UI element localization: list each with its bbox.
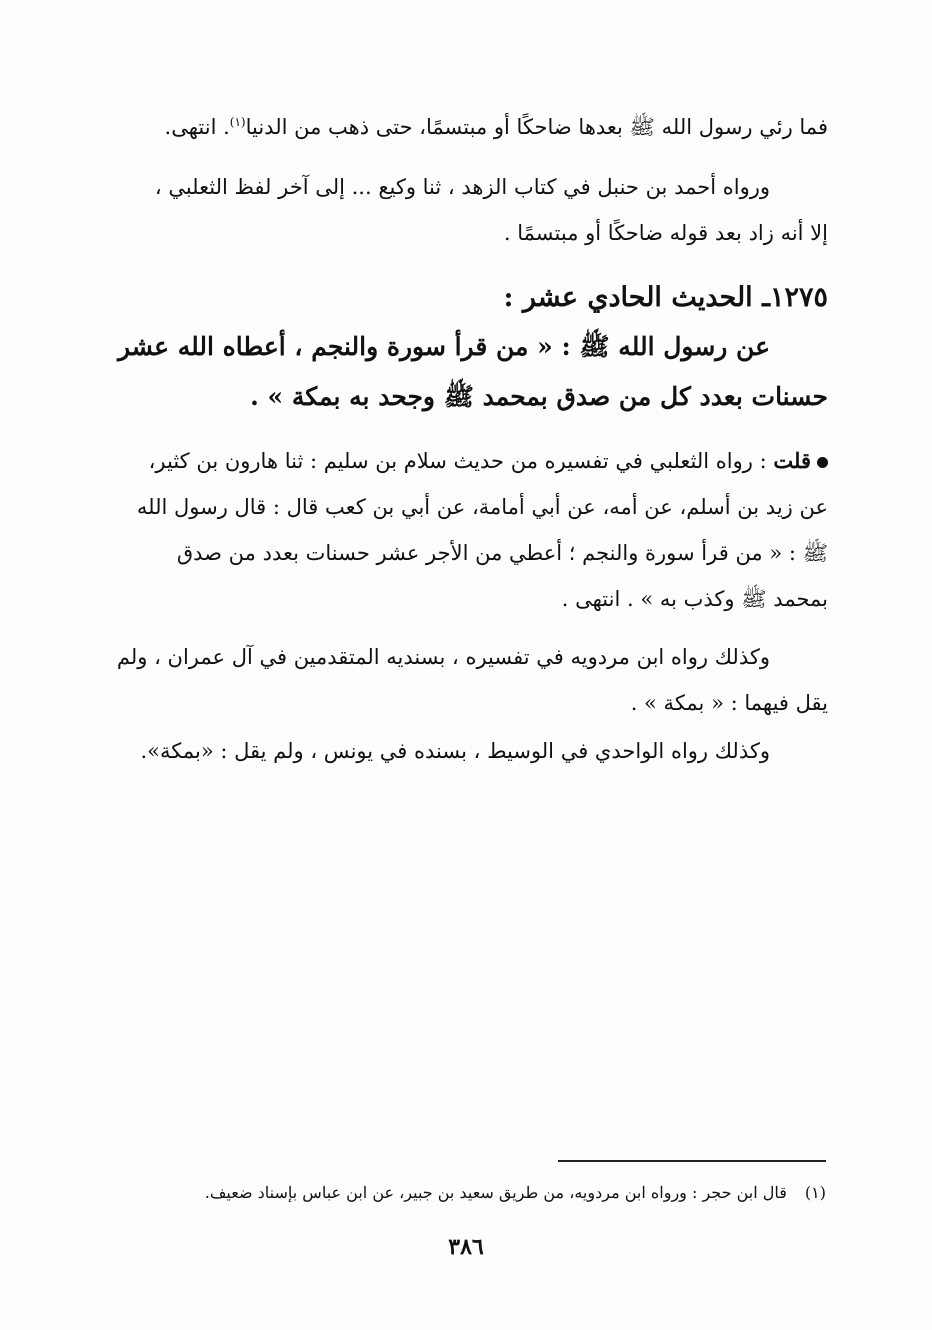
commentary-line-4: بمحمد ﷺ وكذب به » . انتهى . xyxy=(561,587,828,611)
paragraph-2 xyxy=(104,164,828,256)
paragraph-3 xyxy=(104,634,828,726)
commentary-label: قلت xyxy=(773,448,811,473)
footnote-reference[interactable]: (١) xyxy=(229,115,246,129)
hadith-heading xyxy=(104,274,828,322)
commentary-line-2: عن زيد بن أسلم، عن أمه، عن أبي أمامة، عن أبي بن كعب قال : قال رسول الله xyxy=(136,495,828,519)
paragraph-3-line-1: وكذلك رواه ابن مردويه في تفسيره ، بسنديه المتقدمين في آل عمران ، ولم xyxy=(116,645,770,669)
hadith-line-2: حسنات بعدد كل من صدق بمحمد ﷺ وجحد به بمكة » . xyxy=(250,382,828,411)
hadith-body xyxy=(104,322,828,422)
page-number: ٣٨٦ xyxy=(448,1234,484,1260)
footnote xyxy=(102,1178,826,1208)
paragraph-4-line-1: وكذلك رواه الواحدي في الوسيط ، بسنده في يونس ، ولم يقل : «بمكة». xyxy=(140,739,770,763)
paragraph-4 xyxy=(104,728,828,774)
footnote-text: قال ابن حجر : ورواه ابن مردويه، من طريق سعيد بن جبير، عن ابن عباس بإسناد ضعيف. xyxy=(204,1183,787,1202)
commentary-line-3: ﷺ : « من قرأ سورة والنجم ؛ أعطي من الأجر عشر حسنات بعدد من صدق xyxy=(176,541,828,565)
commentary-line-1 xyxy=(104,438,828,484)
footnote-separator xyxy=(558,1160,826,1162)
commentary-line-1-text: : رواه الثعلبي في تفسيره من حديث سلام بن سليم : ثنا هارون بن كثير، xyxy=(148,449,767,473)
paragraph-2-line-2: إلا أنه زاد بعد قوله ضاحكًا أو مبتسمًا . xyxy=(503,221,828,245)
commentary xyxy=(104,438,828,622)
paragraph-1 xyxy=(104,104,828,150)
hadith-line-1: عن رسول الله ﷺ : « من قرأ سورة والنجم ، أعطاه الله عشر xyxy=(117,332,770,361)
paragraph-3-line-2: يقل فيهما : « بمكة » . xyxy=(630,691,828,715)
paragraph-1-line-1 xyxy=(104,104,828,150)
footnote-number: (١) xyxy=(804,1183,826,1202)
paragraph-1-end: . انتهى. xyxy=(164,115,230,139)
paragraph-2-line-1: ورواه أحمد بن حنبل في كتاب الزهد ، ثنا وكيع ... إلى آخر لفظ الثعلبي ، xyxy=(154,175,770,199)
bullet-icon xyxy=(817,457,828,468)
hadith-heading-text: ١٢٧٥ـ الحديث الحادي عشر : xyxy=(503,282,828,313)
paragraph-1-text: فما رئي رسول الله ﷺ بعدها ضاحكًا أو مبتسمًا، حتى ذهب من الدنيا xyxy=(245,115,828,139)
